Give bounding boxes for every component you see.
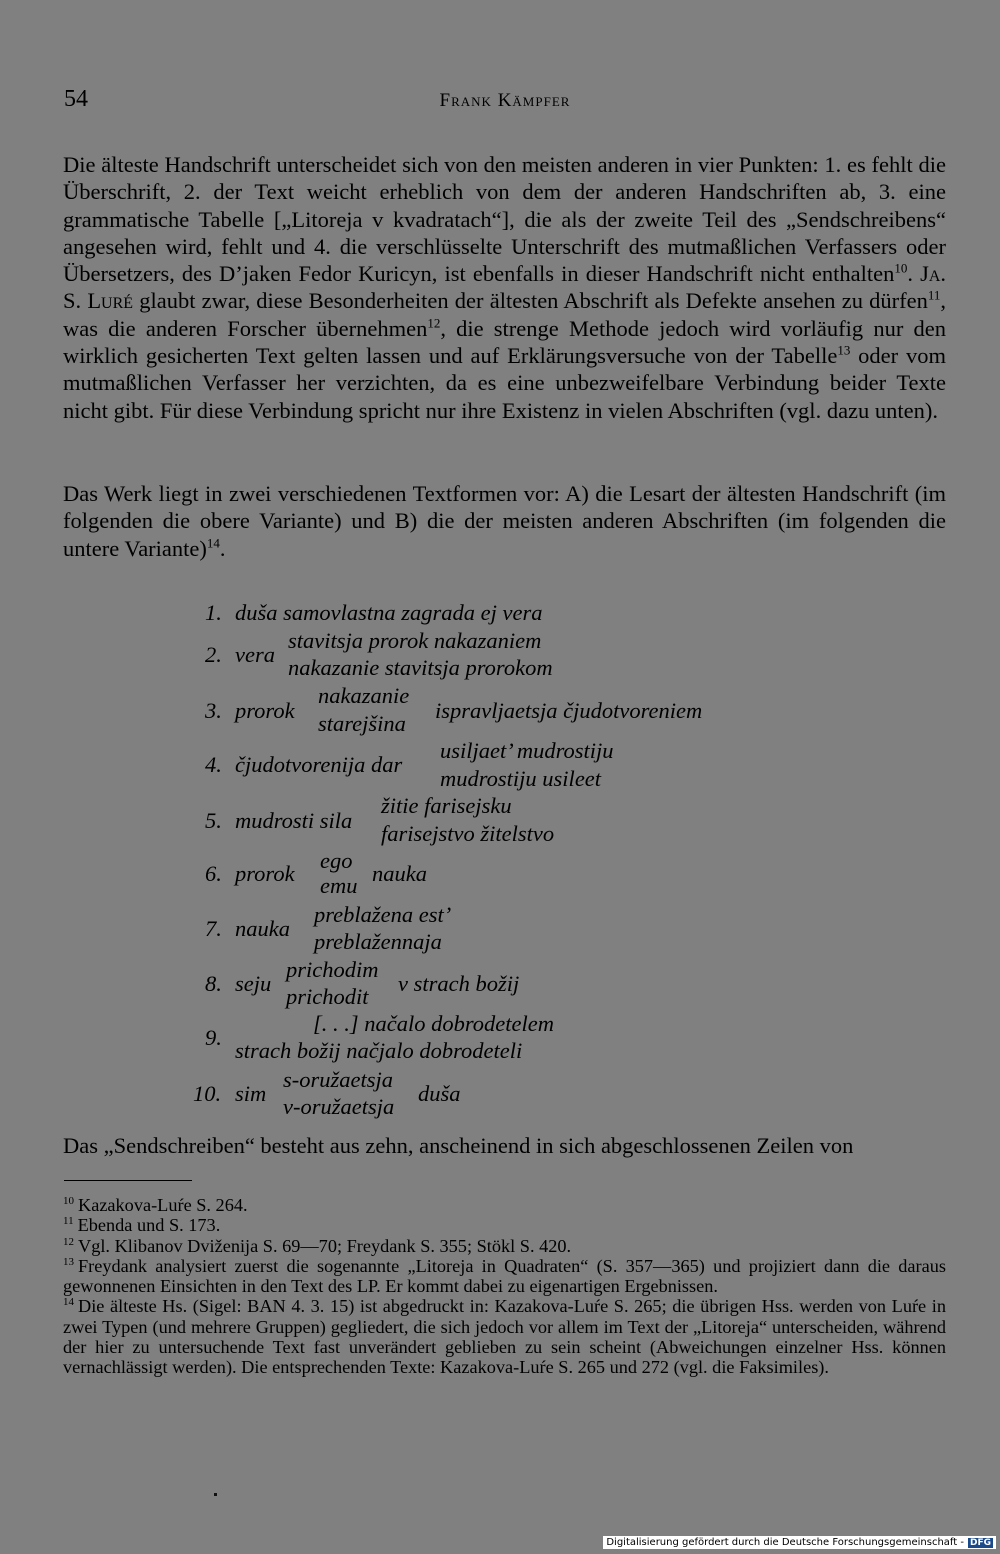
footnote [63, 1236, 946, 1256]
footnote [63, 1296, 946, 1377]
verse-variant-lower: strach božij načjalo dobrodeteli [235, 1038, 523, 1063]
paragraph-1-text: Die älteste Handschrift unterscheidet sich von den meisten anderen in vier Punkten: 1. es fehlt die Überschrift, 2. der Text weicht erheblich von dem der anderen Handschriften ab, 3. eine grammatische Tabelle [„Litoreja v kvadratach“], die als der zweite Teil des „Sendschreibens“ angesehen wird, fehlt und 4. die verschlüsselte Unterschrift des mutmaßlichen Verfassers oder Übersetzers, des D’jaken Fedor Kuricyn, ist ebenfalls in dieser Handschrift nicht enthalten [63, 152, 946, 287]
verse-line: seju [235, 971, 272, 996]
verse-line: sim [235, 1081, 267, 1106]
footnote-text: Ebenda und S. 173. [77, 1215, 221, 1236]
verse-variant-lower: v-oružaetsja [283, 1094, 395, 1119]
footnote-text: Kazakova-Luŕe S. 264. [78, 1195, 248, 1215]
verse-variant-upper: [. . .] načalo dobrodetelem [313, 1011, 555, 1036]
footnote-number: 12 [63, 1235, 74, 1248]
dfg-logo: DFG [969, 1537, 991, 1548]
verse-line: vera [235, 642, 275, 667]
footnote-number: 11 [63, 1215, 74, 1228]
verse-line: ispravljaetsja čjudotvoreniem [435, 698, 703, 723]
footnote-number: 14 [63, 1296, 74, 1309]
verse-variant-upper: prichodim [286, 957, 379, 982]
verse-line: čjudotvorenija dar [235, 752, 403, 777]
credit-text: Digitalisierung gefördert durch die Deutsche Forschungsgemeinschaft - [606, 1537, 964, 1548]
verse-number: 2. [205, 642, 222, 667]
verse-line: nauka [235, 916, 290, 941]
verse-number: 4. [205, 752, 222, 777]
footnote-ref-11[interactable]: 11 [927, 287, 941, 303]
verse-line: mudrosti sila [235, 808, 353, 833]
verse-number: 1. [205, 600, 222, 625]
footnote [63, 1256, 946, 1297]
footnote-ref-13[interactable]: 13 [837, 342, 851, 358]
verse-number: 7. [205, 916, 222, 941]
verse-number: 9. [205, 1025, 222, 1050]
verse-variant-upper: nakazanie [318, 683, 410, 708]
verse-number: 3. [205, 698, 222, 723]
paragraph-2-text: . [219, 535, 226, 561]
verse-line: duša [418, 1081, 461, 1106]
footnote [63, 1215, 946, 1235]
footnote-ref-10[interactable]: 10 [894, 260, 908, 276]
footnote [63, 1195, 946, 1215]
footnote-text: Freydank analysiert zuerst die sogenannte „Litoreja in Quadraten“ (S. 357—365) und projiziert dann die daraus gewonnenen Einsichten in den Text des LP. Er kommt dabei zu eigenartigen Ergebnissen. [63, 1255, 946, 1297]
verse-variant-upper: usiljaet’ mudrostiju [440, 738, 614, 763]
footnote-ref-14[interactable]: 14 [206, 535, 220, 551]
author-name: Ja. S. Luré [63, 261, 946, 314]
footnote-number: 13 [63, 1255, 74, 1268]
scan-speck [214, 1493, 217, 1496]
verse-number: 10. [193, 1081, 222, 1106]
verse-number: 8. [205, 971, 222, 996]
footnote-rule [64, 1180, 192, 1181]
footnote-number: 10 [63, 1194, 74, 1207]
verse-variant-upper: stavitsja prorok nakazaniem [288, 628, 542, 653]
paragraph-2-text: Das Werk liegt in zwei verschiedenen Textformen vor: A) die Lesart der ältesten Handschrift (im folgenden die obere Variante) und B) die der meisten anderen Abschriften (im folgenden die untere Variante) [63, 481, 946, 561]
digitization-credit [603, 1536, 996, 1549]
footnote-ref-12[interactable]: 12 [427, 315, 441, 331]
verse-number: 5. [205, 808, 222, 833]
verse-variant-lower: emu [320, 873, 358, 898]
verse-variant-lower: preblažennaja [314, 929, 442, 954]
verse-variant-upper: preblažena est’ [314, 902, 452, 927]
paragraph-1-text: , die strenge Methode jedoch wird vorläufig nur den wirklich gesicherten Text gelten lassen und auf Erklärungsversuche von der Tabelle [63, 315, 946, 369]
running-head: Frank Kämpfer [439, 90, 571, 111]
verse-variant-lower: prichodit [286, 984, 369, 1009]
verse-variant-upper: žitie farisejsku [381, 793, 512, 818]
verse-line: prorok [235, 861, 295, 886]
paragraph-1-text: . [907, 261, 921, 287]
footnotes [63, 1195, 946, 1378]
verse-variant-lower: starejšina [318, 711, 406, 736]
verse-variant-lower: mudrostiju usileet [440, 766, 602, 791]
page-number: 54 [64, 86, 88, 112]
paragraph-1-text: oder vom mutmaßlichen Verfasser her verzichten, da es eine unbezweifelbare Verbindung beider Texte nicht gibt. Für diese Verbindung spricht nur ihre Existenz in vielen Abschriften (vgl. dazu unten). [63, 343, 947, 423]
verse-variant-lower: farisejstvo žitelstvo [381, 821, 555, 846]
verse-line: prorok [235, 698, 295, 723]
verse-line: nauka [372, 861, 427, 886]
verse-line: duša samovlastna zagrada ej vera [235, 600, 543, 625]
verse-line: v strach božij [398, 971, 520, 996]
verse-variant-upper: s-oružaetsja [283, 1067, 394, 1092]
footnote-text: Die älteste Hs. (Sigel: BAN 4. 3. 15) ist abgedruckt in: Kazakova-Luŕe S. 265; die übrigen Hss. werden von Luŕe in zwei Typen (und mehrere Gruppen) gegliedert, die sich jedoch vor allem im Text der „Litoreja“ unterscheiden, während der hier zu untersuchende Text fast unverändert geblieben zu sein scheint (Abweichungen einzelner Hss. können vernachlässigt werden). Die entsprechenden Texte: Kazakova-Luŕe S. 265 und 272 (vgl. die Faksimiles). [63, 1296, 946, 1378]
verse-variant-lower: nakazanie stavitsja prorokom [288, 655, 553, 680]
paragraph-1 [63, 151, 946, 424]
paragraph-1-text: glaubt zwar, diese Besonderheiten der ältesten Abschrift als Defekte ansehen zu dürfen [133, 288, 928, 314]
footnote-text: Vgl. Klibanov Dviženija S. 69—70; Freydank S. 355; Stökl S. 420. [78, 1235, 572, 1256]
paragraph-2 [63, 480, 946, 562]
paragraph-1-text: , was die anderen Forscher übernehmen [63, 288, 946, 341]
paragraph-3: Das „Sendschreiben“ besteht aus zehn, anscheinend in sich abgeschlossenen Zeilen von [63, 1133, 854, 1158]
verse-number: 6. [205, 861, 222, 886]
verse-variant-upper: ego [320, 848, 353, 873]
